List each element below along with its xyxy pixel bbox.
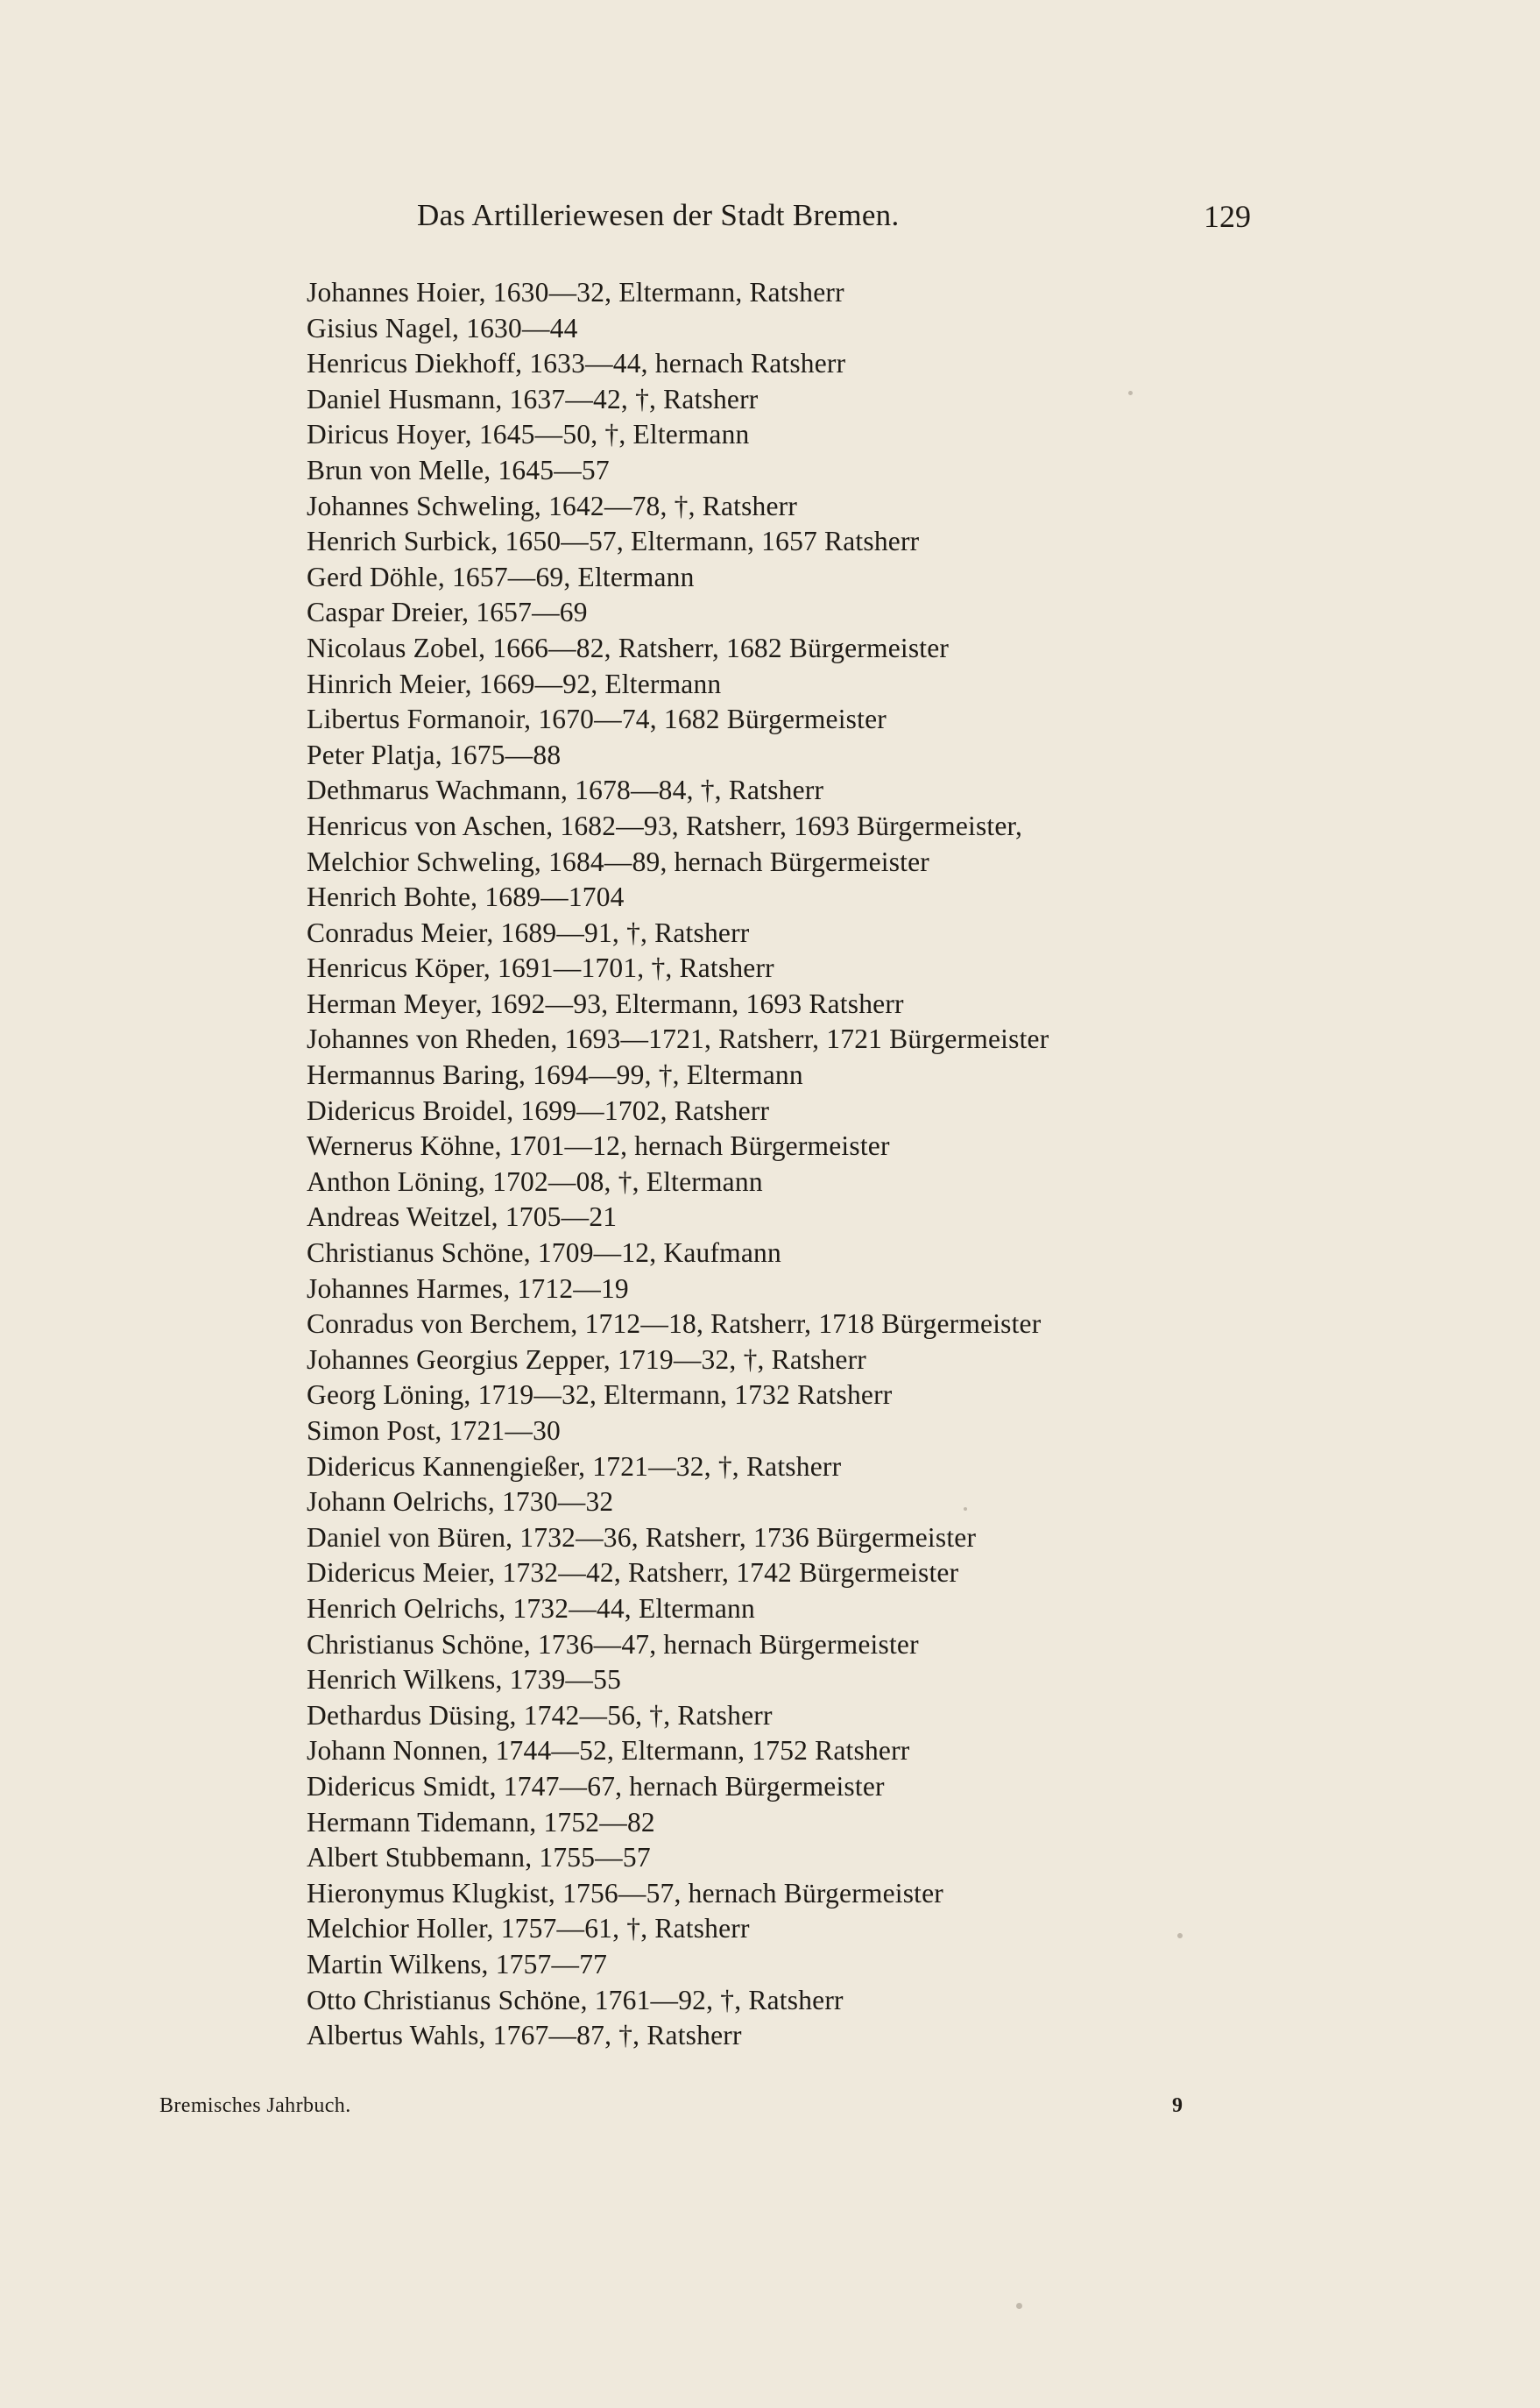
list-item: Caspar Dreier, 1657—69 [307,597,588,628]
list-item: Didericus Broidel, 1699—1702, Ratsherr [307,1094,770,1126]
list-item: Johannes Harmes, 1712—19 [307,1272,629,1304]
list-item: Daniel von Büren, 1732—36, Ratsherr, 1736 Bürgermeister [307,1521,977,1553]
list-item: Albertus Wahls, 1767—87, †, Ratsherr [307,2020,742,2051]
list-item: Didericus Kannengießer, 1721—32, †, Ratsherr [307,1450,842,1482]
list-item: Anthon Löning, 1702—08, †, Eltermann [307,1165,763,1197]
list-item: Hermann Tidemann, 1752—82 [307,1806,655,1838]
list-item: Johannes Hoier, 1630—32, Eltermann, Ratsherr [307,277,844,308]
page-number: 129 [1204,199,1251,234]
list-item: Hieronymus Klugkist, 1756—57, hernach Bürgermeister [307,1877,943,1909]
list-item: Johannes von Rheden, 1693—1721, Ratsherr, 1721 Bürgermeister [307,1023,1049,1055]
list-item: Henrich Bohte, 1689—1704 [307,882,625,913]
list-item: Melchior Schweling, 1684—89, hernach Bürgermeister [307,846,929,877]
list-item: Albert Stubbemann, 1755—57 [307,1842,651,1873]
paper-speck [1128,391,1133,395]
list-item: Martin Wilkens, 1757—77 [307,1948,608,1980]
list-item: Henrich Oelrichs, 1732—44, Eltermann [307,1592,755,1624]
list-item: Christianus Schöne, 1709—12, Kaufmann [307,1237,781,1269]
printer-signature-label: Bremisches Jahrbuch. [159,2094,351,2117]
list-item: Henrich Wilkens, 1739—55 [307,1664,622,1696]
list-item: Georg Löning, 1719—32, Eltermann, 1732 Ratsherr [307,1379,893,1411]
list-item: Christianus Schöne, 1736—47, hernach Bürgermeister [307,1628,919,1660]
list-item: Nicolaus Zobel, 1666—82, Ratsherr, 1682 Bürgermeister [307,632,950,663]
list-item: Henrich Surbick, 1650—57, Eltermann, 1657 Ratsherr [307,526,920,557]
list-item: Peter Platja, 1675—88 [307,739,562,770]
list-item: Johannes Georgius Zepper, 1719—32, †, Ratsherr [307,1343,866,1375]
list-item: Dethmarus Wachmann, 1678—84, †, Ratsherr [307,775,824,806]
paper-speck [1177,1933,1183,1938]
list-item: Wernerus Köhne, 1701—12, hernach Bürgermeister [307,1130,890,1162]
list-item: Andreas Weitzel, 1705—21 [307,1201,618,1233]
list-item: Dethardus Düsing, 1742—56, †, Ratsherr [307,1699,773,1731]
running-title: Das Artilleriewesen der Stadt Bremen. [417,198,900,232]
list-item: Otto Christianus Schöne, 1761—92, †, Ratsherr [307,1984,844,2015]
list-item: Melchior Holler, 1757—61, †, Ratsherr [307,1913,750,1944]
list-item: Brun von Melle, 1645—57 [307,454,610,485]
list-item: Daniel Husmann, 1637—42, †, Ratsherr [307,383,759,414]
printer-signature-mark: 9 [1172,2094,1183,2117]
list-item: Didericus Smidt, 1747—67, hernach Bürgermeister [307,1770,885,1802]
list-item: Johann Oelrichs, 1730—32 [307,1486,614,1518]
list-item: Conradus von Berchem, 1712—18, Ratsherr, 1718 Bürgermeister [307,1308,1042,1340]
list-item: Didericus Meier, 1732—42, Ratsherr, 1742 Bürgermeister [307,1557,959,1589]
list-item: Herman Meyer, 1692—93, Eltermann, 1693 Ratsherr [307,988,904,1019]
paper-speck [1016,2303,1022,2309]
list-item: Gisius Nagel, 1630—44 [307,312,578,343]
list-item: Diricus Hoyer, 1645—50, †, Eltermann [307,419,750,450]
entry-list [307,275,1049,2054]
list-item: Johannes Schweling, 1642—78, †, Ratsherr [307,490,798,521]
list-item: Henricus Diekhoff, 1633—44, hernach Ratsherr [307,348,846,379]
list-item: Gerd Döhle, 1657—69, Eltermann [307,561,695,592]
paper-speck [964,1507,967,1511]
list-item: Henricus Köper, 1691—1701, †, Ratsherr [307,953,774,984]
list-item: Conradus Meier, 1689—91, †, Ratsherr [307,917,750,948]
list-item: Henricus von Aschen, 1682—93, Ratsherr, 1693 Bürgermeister, [307,810,1023,841]
list-item: Libertus Formanoir, 1670—74, 1682 Bürgermeister [307,704,887,735]
list-item: Johann Nonnen, 1744—52, Eltermann, 1752 Ratsherr [307,1735,910,1767]
list-item: Hermannus Baring, 1694—99, †, Eltermann [307,1059,803,1091]
list-item: Simon Post, 1721—30 [307,1415,561,1446]
list-item: Hinrich Meier, 1669—92, Eltermann [307,668,722,699]
